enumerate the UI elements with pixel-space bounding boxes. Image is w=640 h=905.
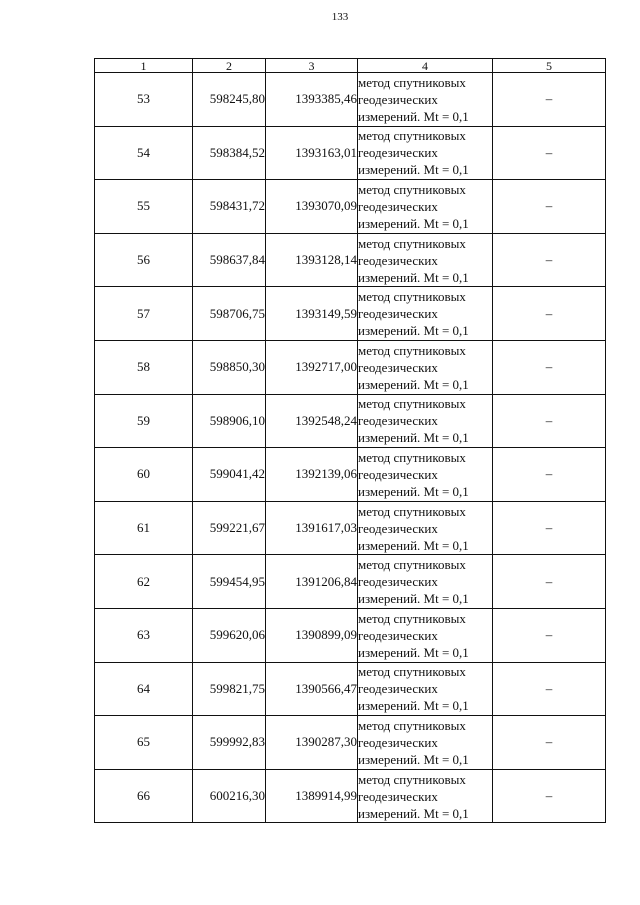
coordinate-y-cell: 1393163,01 <box>266 126 358 180</box>
point-number-cell: 61 <box>95 501 193 555</box>
method-cell <box>358 769 493 823</box>
point-number-cell: 65 <box>95 716 193 770</box>
method-text-line: геодезических <box>358 681 438 697</box>
method-text-line: измерений. Mt = 0,1 <box>358 805 469 821</box>
point-number-cell: 56 <box>95 233 193 287</box>
table-row <box>95 73 606 127</box>
note-cell: – <box>493 555 606 609</box>
coordinate-y-cell: 1391206,84 <box>266 555 358 609</box>
method-text-line: геодезических <box>358 734 438 750</box>
method-text-line: измерений. Mt = 0,1 <box>358 644 469 660</box>
method-text-line: геодезических <box>358 627 438 643</box>
method-text-line: геодезических <box>358 413 438 429</box>
note-cell: – <box>493 126 606 180</box>
method-text-line: метод спутниковых <box>358 557 466 573</box>
method-cell <box>358 233 493 287</box>
table-row <box>95 287 606 341</box>
coordinate-y-cell: 1390566,47 <box>266 662 358 716</box>
table-row <box>95 394 606 448</box>
coordinate-x-cell: 598431,72 <box>193 180 266 234</box>
coordinate-x-cell: 598245,80 <box>193 73 266 127</box>
method-cell <box>358 180 493 234</box>
note-cell: – <box>493 716 606 770</box>
point-number-cell: 66 <box>95 769 193 823</box>
note-cell: – <box>493 287 606 341</box>
coordinate-x-cell: 599454,95 <box>193 555 266 609</box>
note-cell: – <box>493 180 606 234</box>
point-number-cell: 59 <box>95 394 193 448</box>
method-text-line: измерений. Mt = 0,1 <box>358 108 469 124</box>
method-cell <box>358 501 493 555</box>
point-number-cell: 54 <box>95 126 193 180</box>
method-cell <box>358 448 493 502</box>
coordinate-x-cell: 598637,84 <box>193 233 266 287</box>
coordinate-x-cell: 598906,10 <box>193 394 266 448</box>
method-cell <box>358 555 493 609</box>
table-row <box>95 233 606 287</box>
point-number-cell: 63 <box>95 608 193 662</box>
coordinate-x-cell: 598850,30 <box>193 340 266 394</box>
method-text-line: измерений. Mt = 0,1 <box>358 215 469 231</box>
method-text-line: метод спутниковых <box>358 74 466 90</box>
point-number-cell: 57 <box>95 287 193 341</box>
method-text-line: измерений. Mt = 0,1 <box>358 323 469 339</box>
coordinate-x-cell: 599821,75 <box>193 662 266 716</box>
note-cell: – <box>493 501 606 555</box>
coordinate-y-cell: 1392717,00 <box>266 340 358 394</box>
note-cell: – <box>493 608 606 662</box>
note-cell: – <box>493 394 606 448</box>
coordinate-x-cell: 599221,67 <box>193 501 266 555</box>
method-cell <box>358 73 493 127</box>
method-text-line: измерений. Mt = 0,1 <box>358 430 469 446</box>
table-row <box>95 126 606 180</box>
coordinate-x-cell: 600216,30 <box>193 769 266 823</box>
table-header-row <box>95 59 606 73</box>
method-text-line: измерений. Mt = 0,1 <box>358 162 469 178</box>
header-col-5: 5 <box>493 59 606 73</box>
method-text-line: метод спутниковых <box>358 128 466 144</box>
method-text-line: измерений. Mt = 0,1 <box>358 698 469 714</box>
header-col-3: 3 <box>266 59 358 73</box>
coordinate-x-cell: 599620,06 <box>193 608 266 662</box>
note-cell: – <box>493 73 606 127</box>
method-text-line: геодезических <box>358 306 438 322</box>
method-text-line: метод спутниковых <box>358 610 466 626</box>
method-cell <box>358 340 493 394</box>
method-cell <box>358 608 493 662</box>
coordinate-y-cell: 1390287,30 <box>266 716 358 770</box>
coordinate-y-cell: 1393385,46 <box>266 73 358 127</box>
method-text-line: измерений. Mt = 0,1 <box>358 591 469 607</box>
coordinates-table <box>94 58 606 823</box>
coordinate-y-cell: 1392139,06 <box>266 448 358 502</box>
method-text-line: метод спутниковых <box>358 342 466 358</box>
coordinate-y-cell: 1393128,14 <box>266 233 358 287</box>
point-number-cell: 64 <box>95 662 193 716</box>
page-number: 133 <box>331 11 349 23</box>
method-text-line: метод спутниковых <box>358 449 466 465</box>
method-text-line: метод спутниковых <box>358 717 466 733</box>
method-text-line: метод спутниковых <box>358 181 466 197</box>
method-text-line: измерений. Mt = 0,1 <box>358 483 469 499</box>
table-row <box>95 555 606 609</box>
method-cell <box>358 287 493 341</box>
coordinate-x-cell: 599041,42 <box>193 448 266 502</box>
method-text-line: геодезических <box>358 145 438 161</box>
method-text-line: метод спутниковых <box>358 664 466 680</box>
method-text-line: геодезических <box>358 91 438 107</box>
method-text-line: метод спутниковых <box>358 235 466 251</box>
method-text-line: геодезических <box>358 198 438 214</box>
table-row <box>95 608 606 662</box>
table-row <box>95 340 606 394</box>
table-row <box>95 716 606 770</box>
point-number-cell: 55 <box>95 180 193 234</box>
header-col-2: 2 <box>193 59 266 73</box>
note-cell: – <box>493 662 606 716</box>
method-text-line: метод спутниковых <box>358 289 466 305</box>
method-text-line: геодезических <box>358 466 438 482</box>
point-number-cell: 60 <box>95 448 193 502</box>
method-text-line: геодезических <box>358 574 438 590</box>
point-number-cell: 53 <box>95 73 193 127</box>
note-cell: – <box>493 448 606 502</box>
coordinate-y-cell: 1392548,24 <box>266 394 358 448</box>
method-text-line: геодезических <box>358 788 438 804</box>
coordinate-y-cell: 1391617,03 <box>266 501 358 555</box>
coordinate-x-cell: 598706,75 <box>193 287 266 341</box>
method-text-line: измерений. Mt = 0,1 <box>358 269 469 285</box>
coordinate-x-cell: 599992,83 <box>193 716 266 770</box>
point-number-cell: 58 <box>95 340 193 394</box>
table-row <box>95 769 606 823</box>
coordinate-x-cell: 598384,52 <box>193 126 266 180</box>
point-number-cell: 62 <box>95 555 193 609</box>
method-text-line: метод спутниковых <box>358 503 466 519</box>
note-cell: – <box>493 769 606 823</box>
table-body <box>95 73 606 823</box>
method-cell <box>358 716 493 770</box>
method-text-line: измерений. Mt = 0,1 <box>358 537 469 553</box>
method-text-line: геодезических <box>358 520 438 536</box>
coordinate-y-cell: 1393070,09 <box>266 180 358 234</box>
method-text-line: геодезических <box>358 252 438 268</box>
table-row <box>95 180 606 234</box>
coordinate-y-cell: 1389914,99 <box>266 769 358 823</box>
method-cell <box>358 394 493 448</box>
method-text-line: метод спутниковых <box>358 771 466 787</box>
table-row <box>95 662 606 716</box>
method-text-line: геодезических <box>358 359 438 375</box>
method-text-line: измерений. Mt = 0,1 <box>358 376 469 392</box>
table-row <box>95 448 606 502</box>
note-cell: – <box>493 233 606 287</box>
header-col-1: 1 <box>95 59 193 73</box>
method-text-line: метод спутниковых <box>358 396 466 412</box>
table-row <box>95 501 606 555</box>
method-text-line: измерений. Mt = 0,1 <box>358 751 469 767</box>
method-cell <box>358 662 493 716</box>
coordinate-y-cell: 1390899,09 <box>266 608 358 662</box>
method-cell <box>358 126 493 180</box>
coordinate-y-cell: 1393149,59 <box>266 287 358 341</box>
note-cell: – <box>493 340 606 394</box>
header-col-4: 4 <box>358 59 493 73</box>
